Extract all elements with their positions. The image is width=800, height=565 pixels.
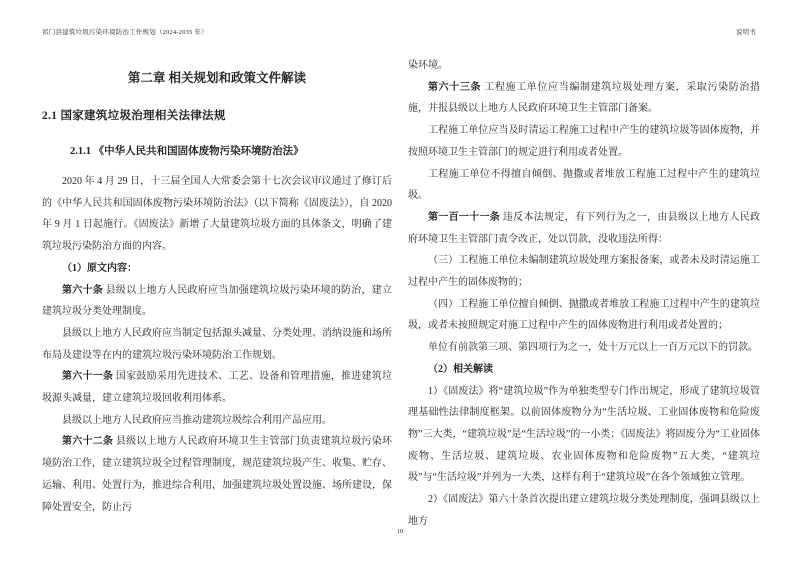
paragraph: 1）《固废法》将“建筑垃圾”作为单独类型专门作出规定，形成了建筑垃圾管理基础性法律制度框架。以前固体废物分为“生活垃圾、工业固体废物和危险废物”三大类，“建筑垃圾”是“生活垃圾”的一小类；《固废法》将固废分为“工业固体废物、生活垃圾、建筑垃圾、农业固体废物和危险废物”五大类，“建筑垃圾”与“生活垃圾”并列为一大类，这样有利于“建筑垃圾”在各个领域独立管理。 <box>408 385 760 484</box>
page-number: 10 <box>396 528 404 535</box>
chapter-title: 第二章 相关规划和政策文件解读 <box>127 71 307 85</box>
header-doc-type: 说明书 <box>735 29 756 36</box>
paragraph-heading: （2）相关解读 <box>428 363 493 375</box>
article-number: 第六十一条 <box>62 371 114 383</box>
paragraph: 县级以上地方人民政府应当制定包括源头减量、分类处理、消纳设施和场所布局及建设等在内的建筑垃圾污染环境防治工作规划。 <box>42 327 392 361</box>
left-column <box>42 62 392 518</box>
paragraph-heading: （1）原文内容： <box>62 262 137 274</box>
paragraph: （四）工程施工单位擅自倾倒、抛撒或者堆放工程施工过程中产生的建筑垃圾，或者未按照规定对施工过程中产生的固体废物进行利用或者处置的； <box>408 298 760 332</box>
paragraph: 县级以上地方人民政府应当推动建筑垃圾综合利用产品应用。 <box>62 414 332 426</box>
paragraph: 2020 年 4 月 29 日，十三届全国人大常委会第十七次会议审议通过了修订后的《中华人民共和国固体废物污染环境防治法》（以下简称《固废法》），自 2020 年 9 月 1 日起施行。《固废法》新增了大量建筑垃圾方面的具体条文，明确了建筑垃圾污染防治方面的内容。 <box>42 176 392 253</box>
section-heading: 2.1 国家建筑垃圾治理相关法律法规 <box>42 110 226 122</box>
header-doc-title: 祁门县建筑垃圾污染环境防治工作规划（2024-2035 年） <box>42 29 208 36</box>
article-number: 第一百一十一条 <box>428 211 501 223</box>
paragraph: （三）工程施工单位未编制建筑垃圾处理方案报备案，或者未及时清运施工过程中产生的固体废物的； <box>408 255 760 289</box>
subsection-heading: 2.1.1 《中华人民共和国固体废物污染环境防治法》 <box>70 146 304 157</box>
paragraph: 单位有前款第三项、第四项行为之一，处十万元以上一百万元以下的罚款。 <box>428 342 758 354</box>
paragraph: 2）《固废法》第六十条首次提出建立建筑垃圾分类处理制度，强调县级以上地方 <box>408 494 760 527</box>
article-number: 第六十三条 <box>428 81 482 93</box>
paragraph: 第六十条 县级以上地方人民政府应当加强建筑垃圾污染环境的防治，建立建筑垃圾分类处理制度。 <box>42 284 392 318</box>
article-number: 第六十二条 <box>62 436 114 448</box>
page-footer <box>0 528 800 535</box>
paragraph: 第六十二条 县级以上地方人民政府环境卫生主管部门负责建筑垃圾污染环境防治工作，建立建筑垃圾全过程管理制度，规范建筑垃圾产生、收集、贮存、运输、利用、处置行为，推进综合利用，加强建筑垃圾处置设施、场所建设，保障处置安全，防止污 <box>42 436 392 513</box>
paragraph: 第一百一十一条 违反本法规定，有下列行为之一，由县级以上地方人民政府环境卫生主管部门责令改正，处以罚款，没收违法所得： <box>408 211 760 245</box>
paragraph: 工程施工单位不得擅自倾倒、抛撒或者堆放工程施工过程中产生的建筑垃圾。 <box>408 168 760 202</box>
paragraph-continuation: 染环境。 <box>408 60 448 71</box>
paragraph: 第六十一条 国家鼓励采用先进技术、工艺、设备和管理措施，推进建筑垃圾源头减量，建立建筑垃圾回收利用体系。 <box>42 371 392 405</box>
left-body <box>42 171 392 518</box>
paragraph: 第六十三条 工程施工单位应当编制建筑垃圾处理方案，采取污染防治措施，并报县级以上地方人民政府环境卫生主管部门备案。 <box>408 81 761 115</box>
page-header <box>42 29 756 37</box>
right-column <box>408 55 760 532</box>
paragraph: 工程施工单位应当及时清运工程施工过程中产生的建筑垃圾等固体废物，并按照环境卫生主管部门的规定进行利用或者处置。 <box>408 125 760 158</box>
article-number: 第六十条 <box>62 284 103 296</box>
